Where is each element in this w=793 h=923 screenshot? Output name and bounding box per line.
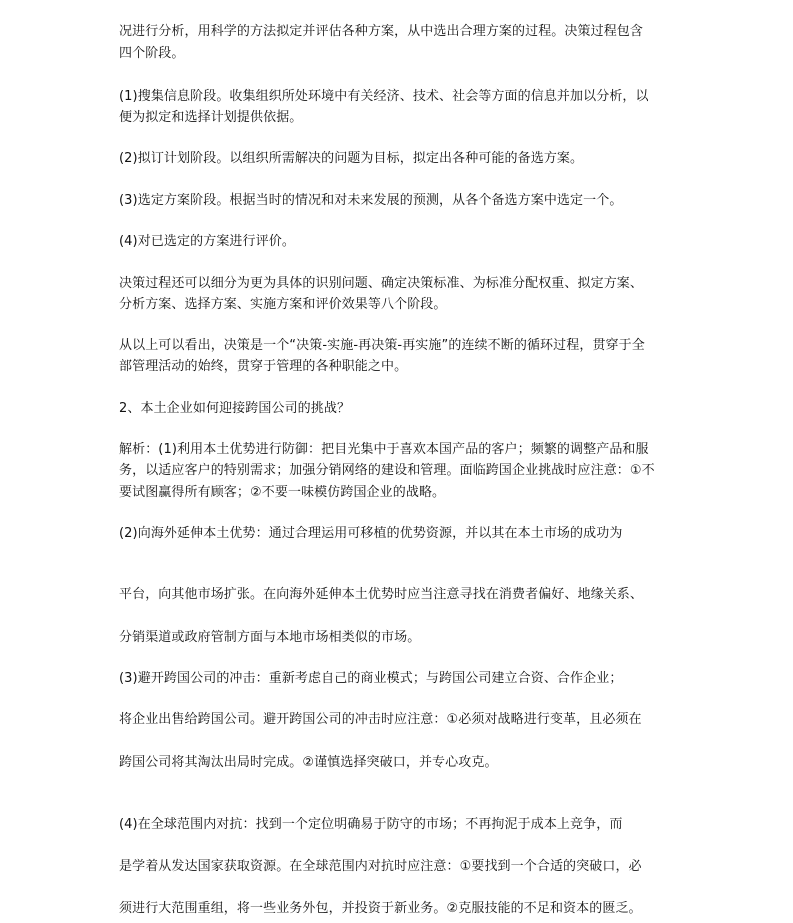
text-line-14: 务，以适应客户的特别需求；加强分销网络的建设和管理。面临跨国企业挑战时应注意：①不 bbox=[119, 463, 655, 478]
text-line-7: (4)对已选定的方案进行评价。 bbox=[119, 234, 295, 249]
text-line-6: (3)选定方案阶段。根据当时的情况和对未来发展的预测，从各个备选方案中选定一个。 bbox=[119, 193, 623, 208]
text-line-11: 部管理活动的始终，贯穿于管理的各种职能之中。 bbox=[119, 359, 408, 374]
text-line-22: (4)在全球范围内对抗：找到一个定位明确易于防守的市场；不再拘泥于成本上竞争，而 bbox=[119, 817, 623, 832]
text-line-18: 分销渠道或政府管制方面与本地市场相类似的市场。 bbox=[119, 630, 421, 645]
text-line-3: (1)搜集信息阶段。收集组织所处环境中有关经济、技术、社会等方面的信息并加以分析，以 bbox=[119, 89, 649, 104]
text-line-9: 分析方案、选择方案、实施方案和评价效果等八个阶段。 bbox=[119, 297, 447, 312]
text-line-16: (2)向海外延伸本土优势：通过合理运用可移植的优势资源，并以其在本土市场的成功为 bbox=[119, 526, 623, 541]
text-line-23: 是学着从发达国家获取资源。在全球范围内对抗时应注意：①要找到一个合适的突破口，必 bbox=[119, 859, 642, 874]
text-line-13: 解析：(1)利用本土优势进行防御：把目光集中于喜欢本国产品的客户；频繁的调整产品和服 bbox=[119, 442, 649, 457]
text-line-10: 从以上可以看出，决策是一个“决策-实施-再决策-再实施”的连续不断的循环过程，贯穿于全 bbox=[119, 338, 645, 353]
text-line-1: 况进行分析，用科学的方法拟定并评估各种方案，从中选出合理方案的过程。决策过程包含 bbox=[119, 24, 644, 39]
text-line-17: 平台，向其他市场扩张。在向海外延伸本土优势时应当注意寻找在消费者偏好、地缘关系、 bbox=[119, 587, 644, 602]
text-line-8: 决策过程还可以细分为更为具体的识别问题、确定决策标准、为标准分配权重、拟定方案、 bbox=[119, 276, 644, 291]
text-line-19: (3)避开跨国公司的冲击：重新考虑自己的商业模式；与跨国公司建立合资、合作企业； bbox=[119, 671, 623, 686]
text-line-24: 须进行大范围重组，将一些业务外包，并投资于新业务。②克服技能的不足和资本的匮乏。 bbox=[119, 901, 642, 916]
text-line-20: 将企业出售给跨国公司。避开跨国公司的冲击时应注意：①必须对战略进行变革，且必须在 bbox=[119, 712, 642, 727]
text-line-2: 四个阶段。 bbox=[119, 46, 185, 61]
text-line-15: 要试图赢得所有顾客；②不要一味模仿跨国企业的战略。 bbox=[119, 485, 446, 500]
text-line-4: 便为拟定和选择计划提供依据。 bbox=[119, 110, 303, 125]
text-line-5: (2)拟订计划阶段。以组织所需解决的问题为目标，拟定出各种可能的备选方案。 bbox=[119, 151, 584, 166]
section-heading-question-2: 2、本土企业如何迎接跨国公司的挑战？ bbox=[119, 401, 351, 416]
text-line-21: 跨国公司将其淘汰出局时完成。②谨慎选择突破口，并专心攻克。 bbox=[119, 755, 498, 770]
